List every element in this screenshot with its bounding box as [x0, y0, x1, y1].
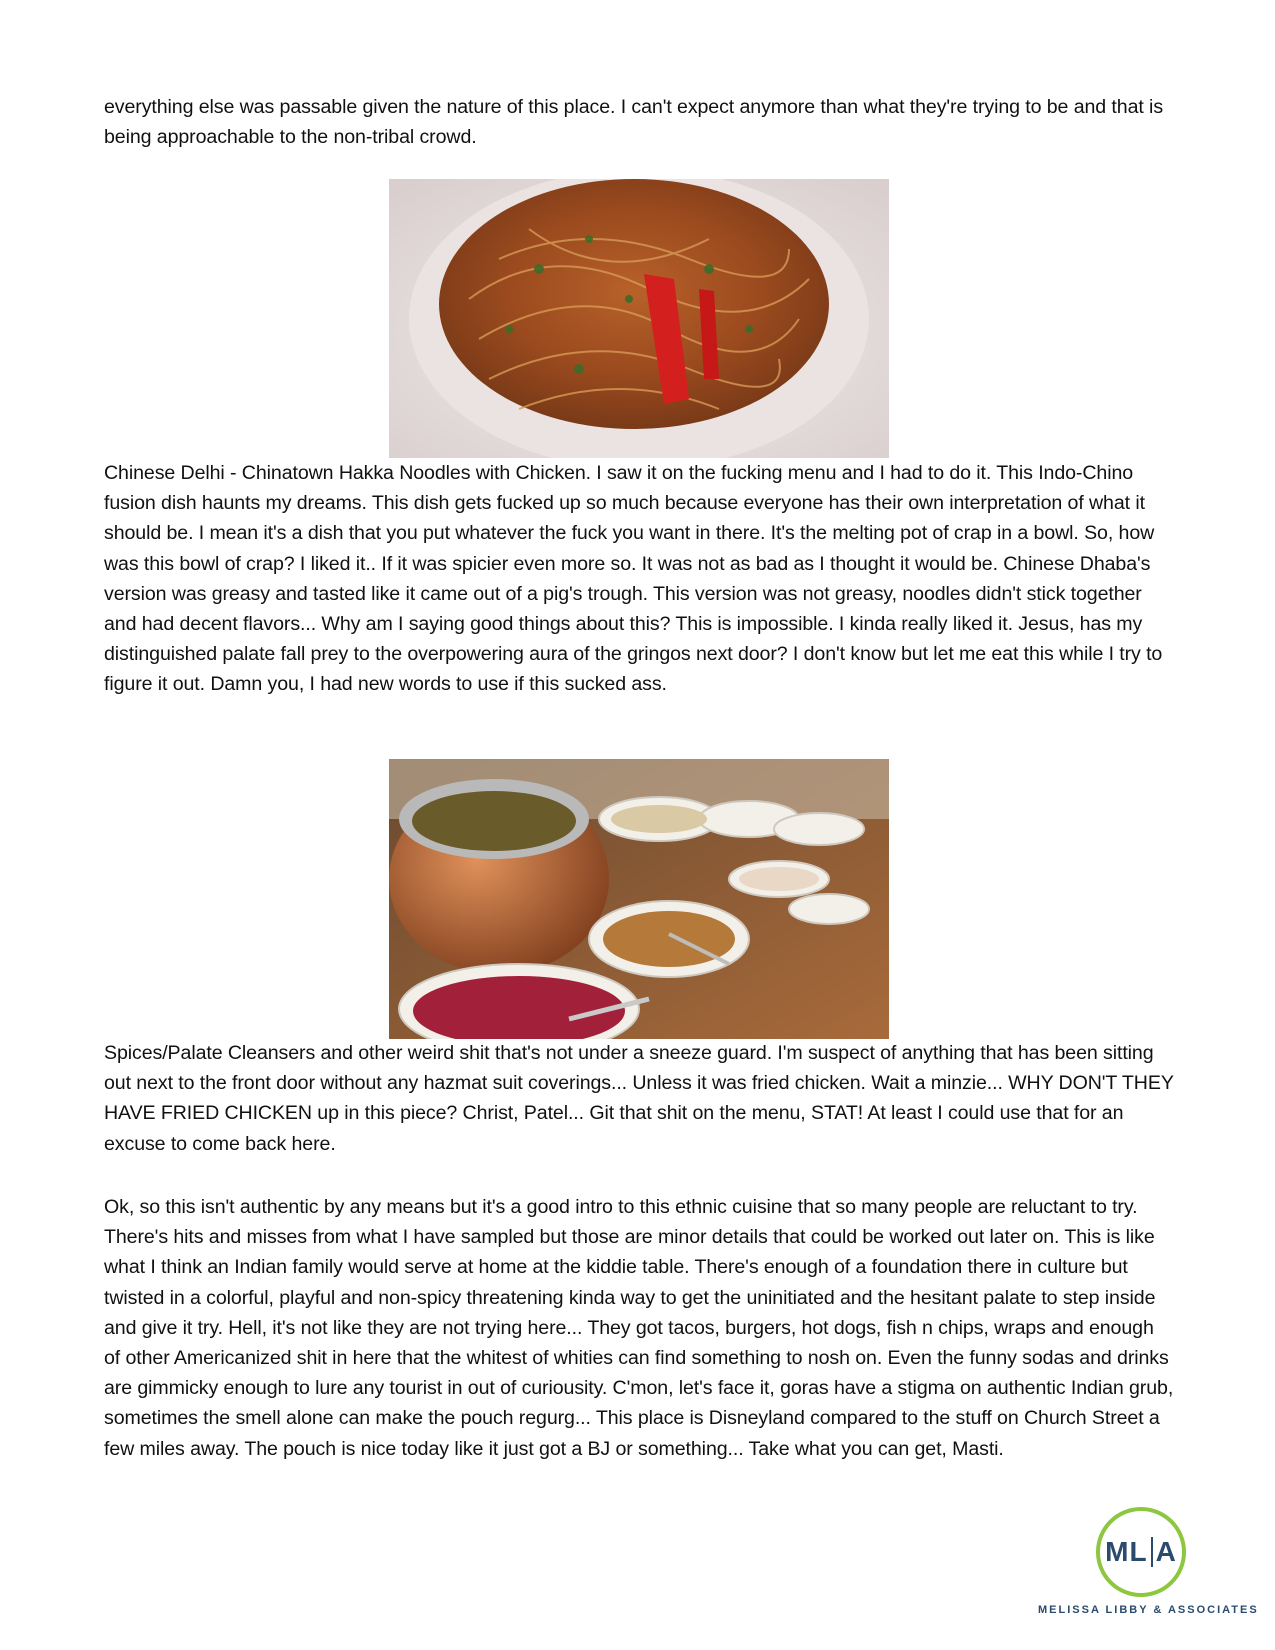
logo-tagline: MELISSA LIBBY & ASSOCIATES — [1038, 1604, 1259, 1616]
logo-letters — [1105, 1536, 1177, 1568]
mla-logo — [1096, 1507, 1186, 1597]
logo-divider — [1151, 1537, 1153, 1567]
buffet-photo — [389, 759, 889, 1039]
paragraph-summary: Ok, so this isn't authentic by any means but it's a good intro to this ethnic cuisine that so many people are reluctant to try. There's hits and misses from what I have sampled but those are minor details that could be worked out later on. This is like what I think an Indian family would serve at home at the kiddie table. There's enough of a foundation there in culture but twisted in a colorful, playful and non-spicy threatening kinda way to get the uninitiated and the hesitant palate to step inside and give it try. Hell, it's not like they are not trying here... They got tacos, burgers, hot dogs, fish n chips, wraps and enough of other Americanized shit in here that the whitest of whities can find something to nosh on. Even the funny sodas and drinks are gimmicky enough to lure any tourist in out of curiousity. C'mon, let's face it, goras have a stigma on authentic Indian grub, sometimes the smell alone can make the pouch regurg... This place is Disneyland compared to the stuff on Church Street a few miles away. The pouch is nice today like it just got a BJ or something... Take what you can get, Masti. — [104, 1196, 1174, 1460]
logo-letters-right: A — [1155, 1536, 1177, 1567]
paragraph-intro: everything else was passable given the nature of this place. I can't expect anymore than what they're trying to be and that is being approachable to the non-tribal crowd. — [104, 96, 1164, 149]
paragraph-noodles: Chinese Delhi - Chinatown Hakka Noodles with Chicken. I saw it on the fucking menu and I had to do it. This Indo-Chino fusion dish haunts my dreams. This dish gets fucked up so much because everyone has their own interpretation of what it should be. I mean it's a dish that you put whatever the fuck you want in there. It's the melting pot of crap in a bowl. So, how was this bowl of crap? I liked it.. If it was spicier even more so. It was not as bad as I thought it would be. Chinese Dhaba's version was greasy and tasted like it came out of a pig's trough. This version was not greasy, noodles didn't stick together and had decent flavors... Why am I saying good things about this? This is impossible. I kinda really liked it. Jesus, has my distinguished palate fall prey to the overpowering aura of the gringos next door? I don't know but let me eat this while I try to figure it out. Damn you, I had new words to use if this sucked ass. — [104, 462, 1163, 696]
logo-letters-left: ML — [1105, 1536, 1148, 1567]
paragraph-spices: Spices/Palate Cleansers and other weird shit that's not under a sneeze guard. I'm suspect of anything that has been sitting out next to the front door without any hazmat suit coverings... Unless it was fried chicken. Wait a minzie... WHY DON'T THEY HAVE FRIED CHICKEN up in this piece? Christ, Patel... Git that shit on the menu, STAT! At least I could use that for an excuse to come back here. — [104, 1042, 1174, 1155]
noodles-photo — [389, 179, 889, 458]
